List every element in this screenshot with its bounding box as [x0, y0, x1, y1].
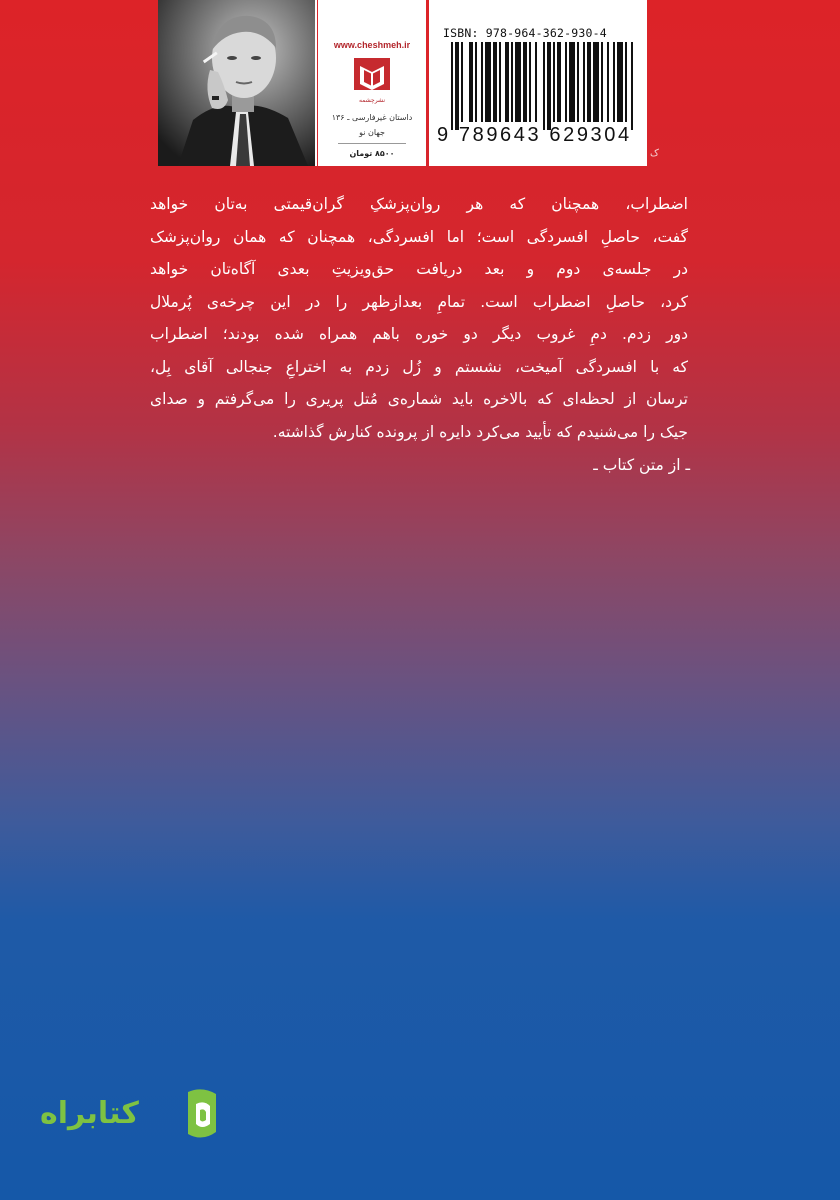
barcode-bar: [523, 42, 527, 122]
barcode-bar: [593, 42, 599, 122]
blurb-line: در جلسه‌ی دوم و بعد دریافت حق‌ویزیتِ بعدی آگاه‌تان خواهد: [150, 260, 688, 278]
barcode-bar: [499, 42, 501, 122]
publisher-logo-icon: [352, 54, 392, 94]
barcode-bar: [485, 42, 491, 122]
barcode-bar: [493, 42, 497, 122]
barcode-bar: [461, 42, 463, 122]
barcode-bar: [617, 42, 623, 122]
ketabrah-watermark: [40, 1082, 215, 1152]
blurb-source: ـ از متن کتاب ـ: [593, 456, 690, 474]
barcode-bar: [455, 42, 459, 130]
blurb-line: جیک را می‌شنیدم که تأیید می‌کرد دایره از پرونده کنارش گذاشته.: [272, 422, 688, 441]
price-label: ۸۵۰۰ تومان: [349, 149, 395, 158]
isbn-label: ISBN: 978-964-362-930-4: [443, 26, 607, 40]
barcode-panel: [429, 0, 647, 166]
barcode-bar: [557, 42, 561, 122]
barcode-bar: [577, 42, 579, 122]
author-photo: [158, 0, 317, 166]
publisher-name: نشرچشمه: [358, 97, 386, 104]
barcode-bar: [543, 42, 545, 130]
blurb-line: که با افسردگی آمیخت، نشستم و زُل زدم به اختراعِ جنجالی آقای بِل،: [150, 357, 688, 376]
subseries-label: جهان نو: [359, 128, 385, 137]
barcode-bar: [613, 42, 615, 122]
barcode-bars: [451, 42, 635, 130]
blurb-line: ترسان از لحظه‌ای که بالاخره باید شماره‌ی مُتل پریری را می‌گرفتم و صدای: [150, 390, 688, 408]
barcode-bar: [583, 42, 585, 122]
publisher-panel: [318, 0, 426, 166]
barcode-bar: [547, 42, 551, 130]
barcode-bar: [515, 42, 521, 122]
barcode-bar: [481, 42, 483, 122]
barcode-bar: [511, 42, 513, 122]
blurb-line: اضطراب، همچنان که هر روان‌پزشکِ گران‌قیمتی به‌تان خواهد: [150, 195, 688, 213]
barcode-bar: [451, 42, 453, 130]
blurb-text: [150, 188, 688, 448]
barcode-bar: [607, 42, 609, 122]
blurb-line: گفت، حاصلِ افسردگی است؛ اما افسردگی، همچنان که همان روان‌پزشک: [150, 227, 688, 246]
blurb-line: دور زدم. دمِ غروب دیگر دو خوره باهم همراه شده بودند؛ اضطراب: [150, 325, 688, 343]
ketabrah-logo-icon: [182, 1086, 222, 1142]
barcode-bar: [529, 42, 531, 122]
barcode-digits: 9 789643 629304: [437, 124, 632, 146]
barcode-bar: [535, 42, 537, 122]
barcode-bar: [565, 42, 567, 122]
price-divider: [338, 143, 406, 144]
blurb-line: کرد، حاصلِ اضطراب است. تمامِ بعدازظهر را در این چرخه‌ی پُرملال: [150, 292, 688, 311]
barcode-bar: [505, 42, 509, 122]
barcode-bar: [625, 42, 627, 122]
barcode-bar: [569, 42, 575, 122]
barcode-bar: [475, 42, 477, 122]
barcode-bar: [587, 42, 591, 122]
barcode-bar: [553, 42, 555, 122]
side-mark: ک: [650, 148, 659, 159]
barcode-bar: [601, 42, 603, 122]
barcode-bar: [631, 42, 633, 130]
watermark-text: کتابراه: [40, 1096, 139, 1131]
publisher-url: www.cheshmeh.ir: [333, 40, 411, 50]
series-label: داستان غیرفارسی ـ ۱۳۶: [331, 113, 413, 122]
barcode-bar: [469, 42, 473, 122]
